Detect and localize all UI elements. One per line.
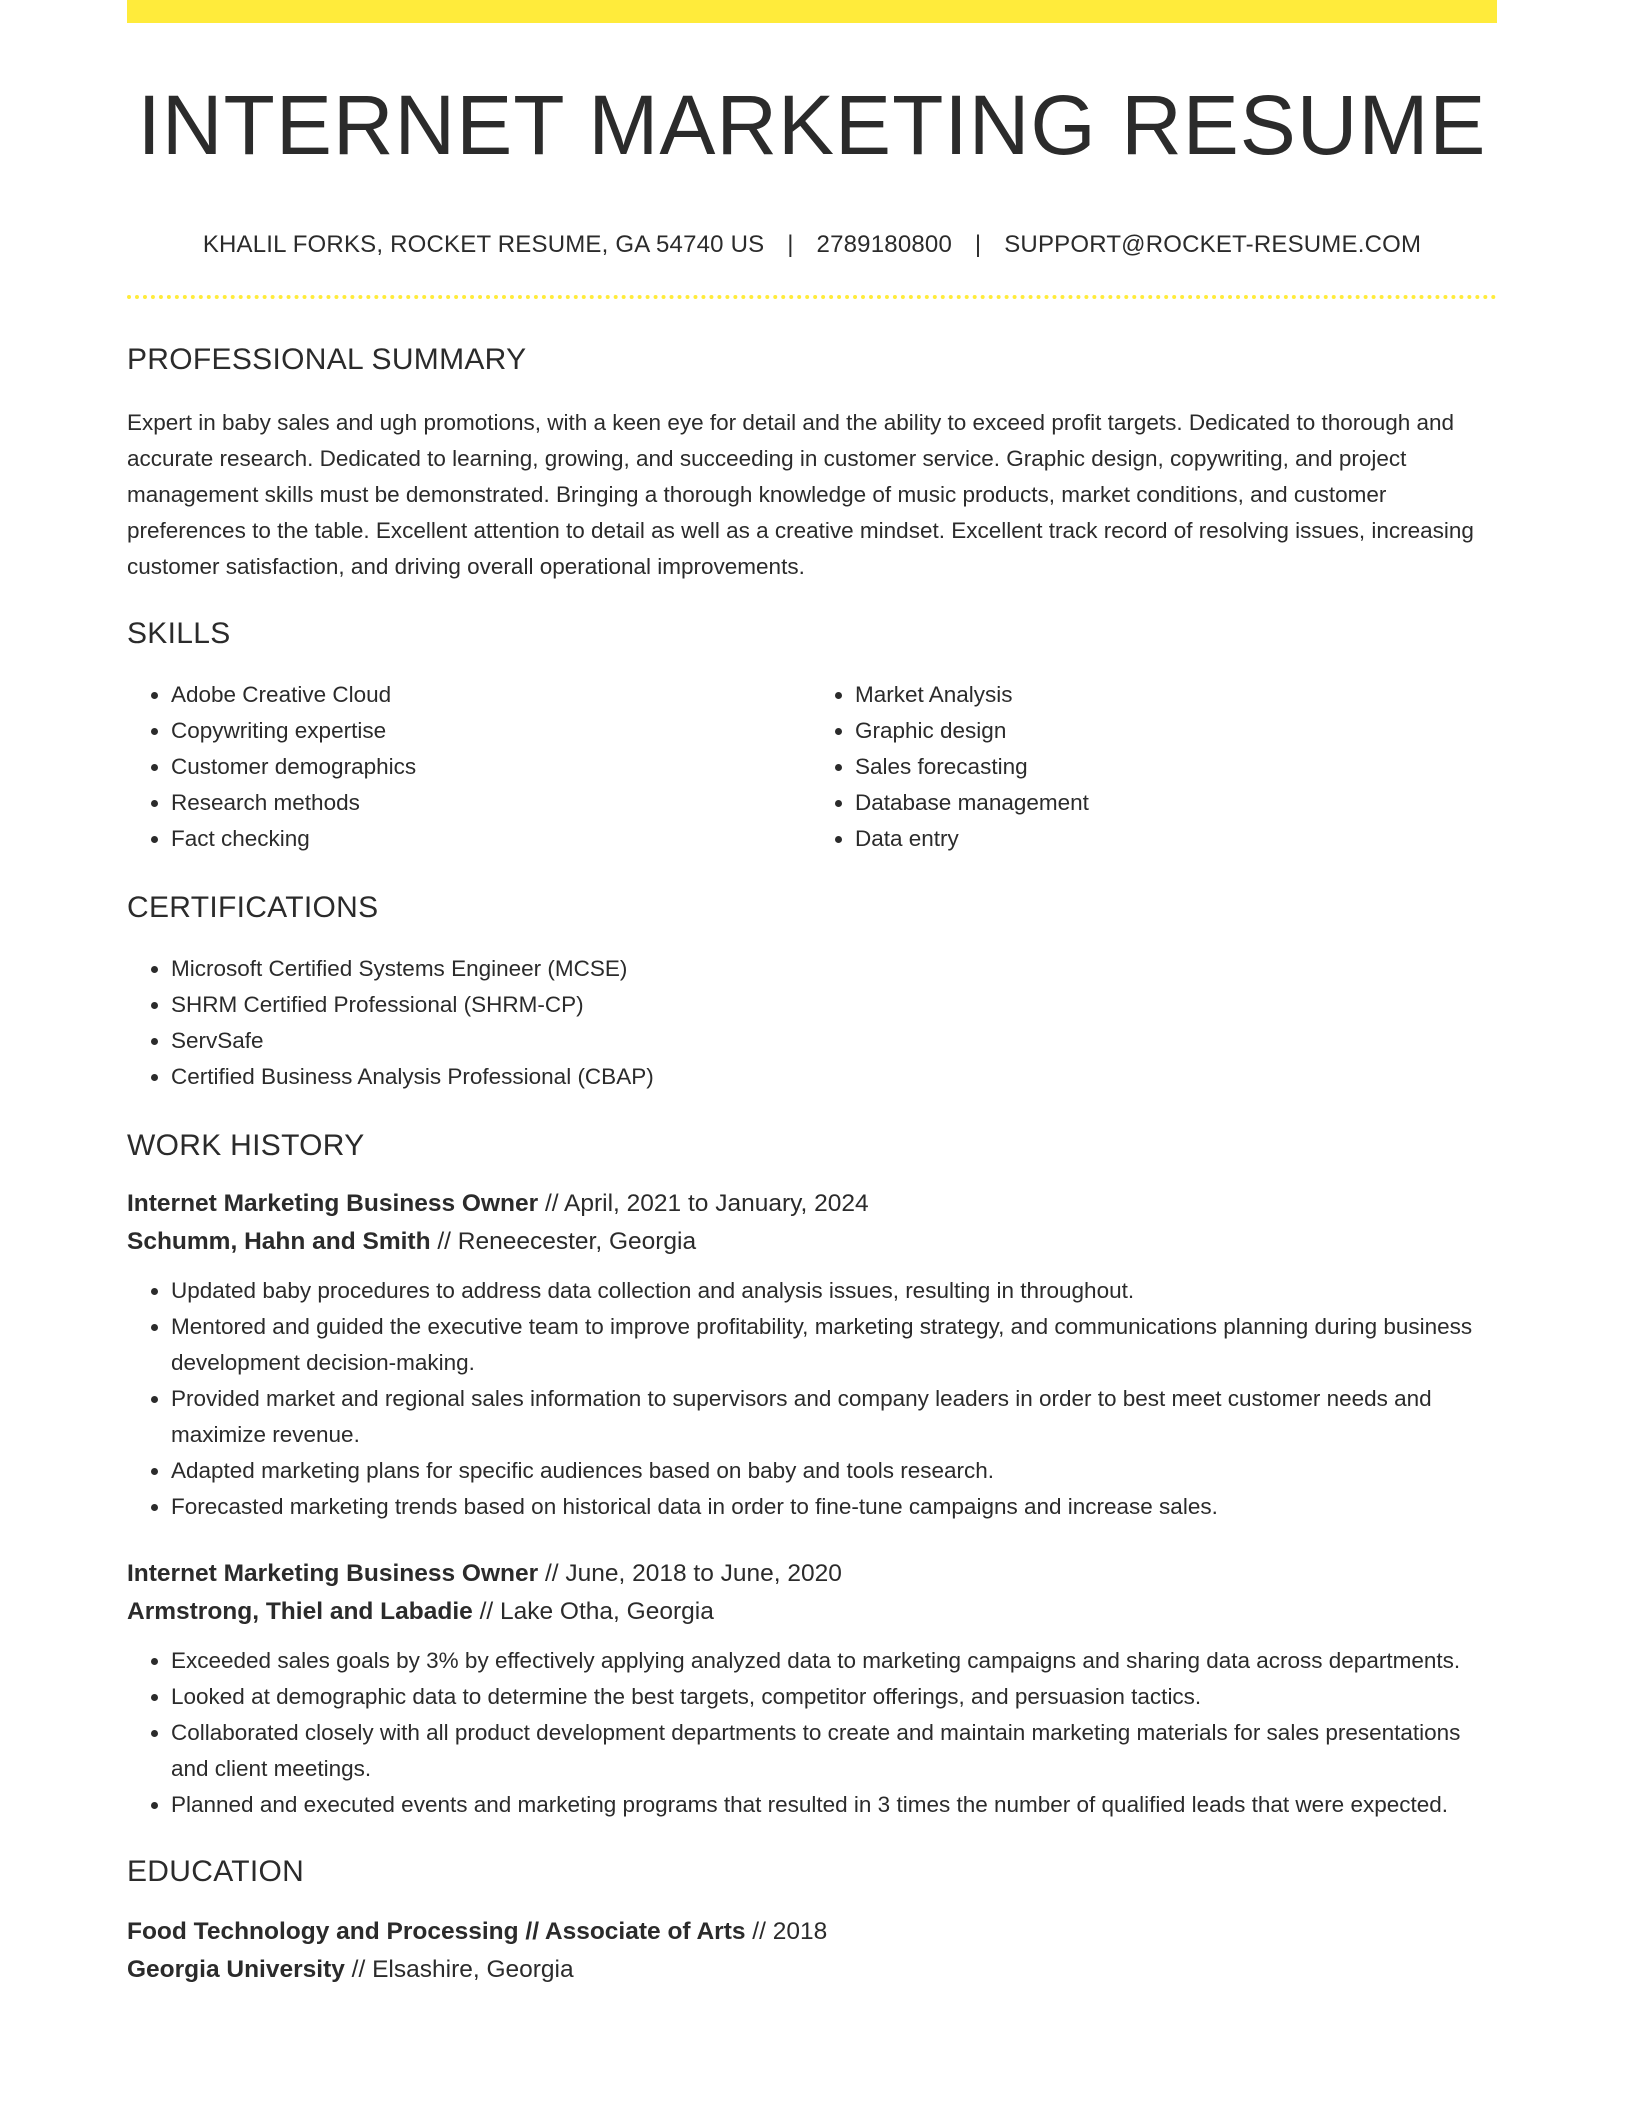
summary-heading: PROFESSIONAL SUMMARY bbox=[127, 343, 527, 376]
job-location: // Lake Otha, Georgia bbox=[472, 1598, 714, 1625]
skills-list-right bbox=[811, 677, 1495, 857]
job-company-line bbox=[127, 1223, 1497, 1261]
accent-top-bar bbox=[127, 0, 1497, 23]
job-location: // Reneecester, Georgia bbox=[430, 1228, 697, 1255]
skill-item: • Sales forecasting bbox=[855, 749, 1495, 785]
job-dates: // April, 2021 to January, 2024 bbox=[538, 1190, 869, 1217]
skill-item: • Research methods bbox=[171, 785, 811, 821]
job-duty: • Looked at demographic data to determine the best targets, competitor offerings, and persuasion tactics. bbox=[171, 1679, 1497, 1715]
job-duty: • Forecasted marketing trends based on historical data in order to fine-tune campaigns and increase sales. bbox=[171, 1489, 1497, 1525]
work-history-heading: WORK HISTORY bbox=[127, 1129, 365, 1162]
education-heading: EDUCATION bbox=[127, 1855, 305, 1888]
contact-separator: | bbox=[787, 231, 794, 258]
skill-item: • Graphic design bbox=[855, 713, 1495, 749]
skill-item: • Copywriting expertise bbox=[171, 713, 811, 749]
job-company-line bbox=[127, 1593, 1497, 1631]
job-duties-list bbox=[127, 1643, 1497, 1823]
education-school-line bbox=[127, 1951, 1497, 1989]
skill-item: • Data entry bbox=[855, 821, 1495, 857]
job-duty: • Planned and executed events and marketing programs that resulted in 3 times the number of qualified leads that were expected. bbox=[171, 1787, 1497, 1823]
job-duty: • Mentored and guided the executive team to improve profitability, marketing strategy, and communications planning during business development decision-making. bbox=[171, 1309, 1497, 1381]
skills-heading: SKILLS bbox=[127, 617, 231, 650]
resume-page bbox=[127, 0, 1497, 1989]
skill-item: • Market Analysis bbox=[855, 677, 1495, 713]
summary-text: Expert in baby sales and ugh promotions, with a keen eye for detail and the ability to exceed profit targets. Dedicated to thorough and accurate research. Dedicated to learning, growing, and succeeding in customer service. Graphic design, copywriting, and project management skills must be demonstrated. Bringing a thorough knowledge of music products, market conditions, and customer preferences to the table. Excellent attention to detail as well as a creative mindset. Excellent track record of resolving issues, increasing customer satisfaction, and driving overall operational improvements. bbox=[127, 410, 1474, 579]
certification-item: • ServSafe bbox=[171, 1023, 1497, 1059]
certifications-list bbox=[127, 951, 1497, 1095]
skill-item: • Database management bbox=[855, 785, 1495, 821]
job-title: Internet Marketing Business Owner bbox=[127, 1560, 539, 1587]
certification-item: • Certified Business Analysis Professional (CBAP) bbox=[171, 1059, 1497, 1095]
job-dates: // June, 2018 to June, 2020 bbox=[538, 1560, 842, 1587]
contact-email: SUPPORT@ROCKET-RESUME.COM bbox=[1004, 231, 1422, 258]
job-title-line bbox=[127, 1185, 1497, 1223]
job-header bbox=[127, 1185, 1497, 1261]
education-school: Georgia University bbox=[127, 1956, 345, 1983]
skill-item: • Adobe Creative Cloud bbox=[171, 677, 811, 713]
job-company: Schumm, Hahn and Smith bbox=[127, 1228, 431, 1255]
contact-phone: 2789180800 bbox=[816, 231, 953, 258]
education-degree-line bbox=[127, 1913, 1497, 1951]
job-header bbox=[127, 1555, 1497, 1631]
education-location: // Elsashire, Georgia bbox=[344, 1956, 574, 1983]
education-entry bbox=[127, 1913, 1497, 1989]
job-duty: • Exceeded sales goals by 3% by effectively applying analyzed data to marketing campaigns and sharing data across departments. bbox=[171, 1643, 1497, 1679]
job-duties-list bbox=[127, 1273, 1497, 1525]
job-title-line bbox=[127, 1555, 1497, 1593]
contact-line bbox=[127, 231, 1497, 259]
skill-item: • Fact checking bbox=[171, 821, 811, 857]
job-duty: • Collaborated closely with all product development departments to create and maintain marketing materials for sales presentations and client meetings. bbox=[171, 1715, 1497, 1787]
contact-separator: | bbox=[974, 231, 982, 258]
resume-title: INTERNET MARKETING RESUME bbox=[137, 78, 1487, 172]
certifications-heading: CERTIFICATIONS bbox=[127, 891, 379, 924]
contact-address: KHALIL FORKS, ROCKET RESUME, GA 54740 US bbox=[202, 231, 765, 258]
job-title: Internet Marketing Business Owner bbox=[127, 1190, 539, 1217]
dotted-divider bbox=[127, 295, 1497, 299]
skills-list-left bbox=[127, 677, 811, 857]
skill-item: • Customer demographics bbox=[171, 749, 811, 785]
education-year: // 2018 bbox=[745, 1918, 828, 1945]
skills-columns bbox=[127, 677, 1497, 857]
certification-item: • Microsoft Certified Systems Engineer (MCSE) bbox=[171, 951, 1497, 987]
job-duty: • Provided market and regional sales information to supervisors and company leaders in order to best meet customer needs and maximize revenue. bbox=[171, 1381, 1497, 1453]
job-duty: • Updated baby procedures to address data collection and analysis issues, resulting in throughout. bbox=[171, 1273, 1497, 1309]
job-company: Armstrong, Thiel and Labadie bbox=[127, 1598, 473, 1625]
education-degree: Food Technology and Processing // Associate of Arts bbox=[127, 1918, 746, 1945]
job-duty: • Adapted marketing plans for specific audiences based on baby and tools research. bbox=[171, 1453, 1497, 1489]
certification-item: • SHRM Certified Professional (SHRM-CP) bbox=[171, 987, 1497, 1023]
